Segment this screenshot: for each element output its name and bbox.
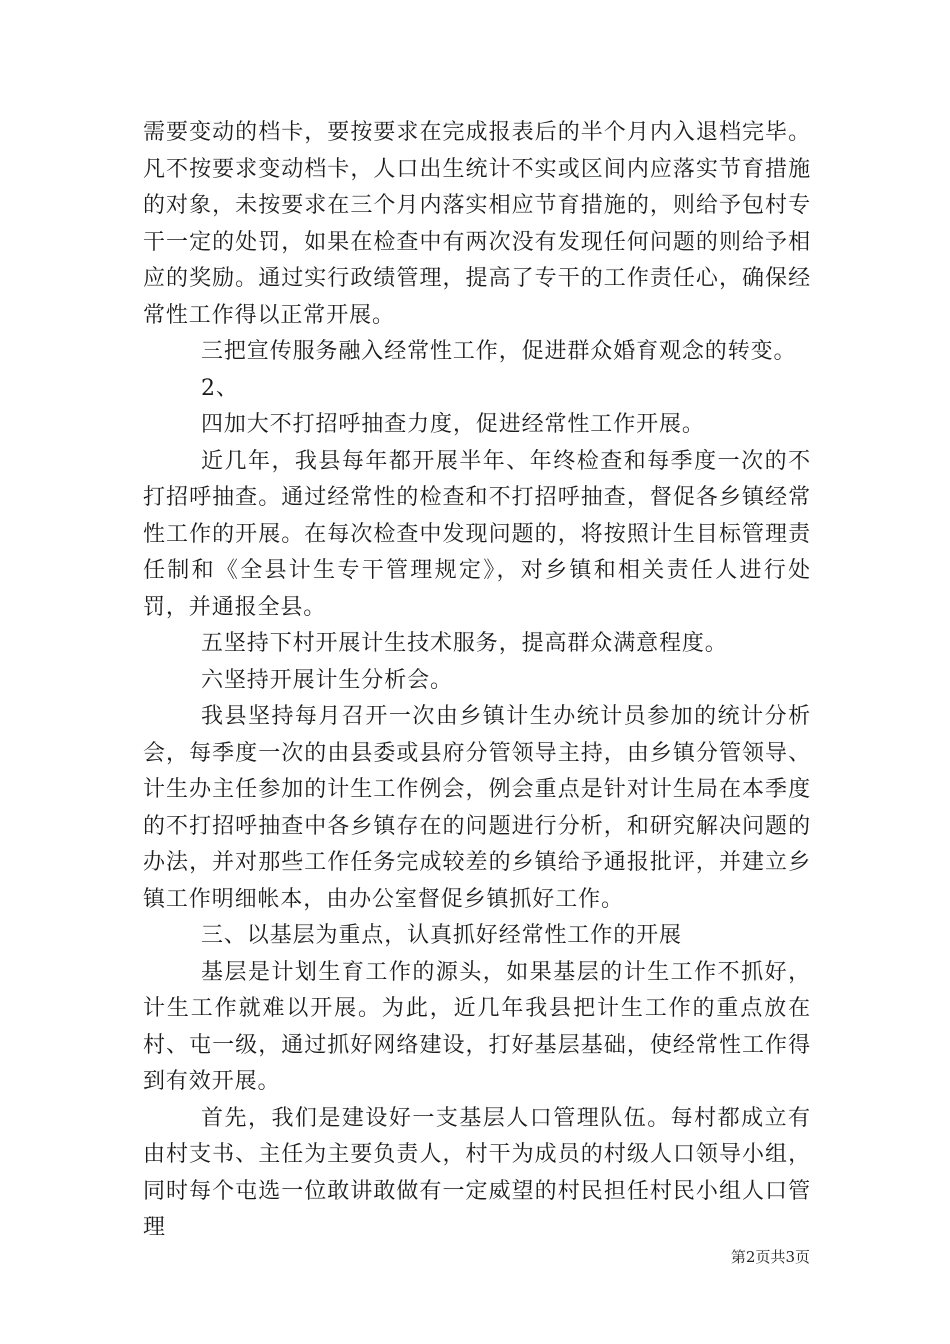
paragraph-heading-technical-service: 五坚持下村开展计生技术服务，提高群众满意程度。 — [201, 631, 728, 656]
paragraph-heading-analysis-meeting: 六坚持开展计生分析会。 — [201, 667, 453, 693]
paragraph-heading-publicity: 三把宣传服务融入经常性工作，促进群众婚育观念的转变。 — [201, 339, 797, 364]
section-heading-grassroots: 三、以基层为重点，认真抓好经常性工作的开展 — [201, 923, 682, 948]
paragraph-team-building: 首先，我们是建设好一支基层人口管理队伍。每村都成立有由村支书、主任为主要负责人，村干为成员的村级人口领导小组，同时每个屯选一位敢讲敢做有一定威望的村民担任村民小组人口管理 — [143, 1105, 811, 1240]
paragraph-continuation: 需要变动的档卡，要按要求在完成报表后的半个月内入退档完毕。凡不按要求变动档卡，人口出生统计不实或区间内应落实节育措施的对象，未按要求在三个月内落实相应节育措施的，则给予包村专干一定的处罚，如果在检查中有两次没有发现任何问题的则给予相应的奖励。通过实行政绩管理，提高了专干的工作责任心，确保经常性工作得以正常开展。 — [143, 120, 811, 328]
paragraph-analysis-body: 我县坚持每月召开一次由乡镇计生办统计员参加的统计分析会，每季度一次的由县委或县府分管领导主持，由乡镇分管领导、计生办主任参加的计生工作例会，例会重点是针对计生局在本季度的不打招呼抽查中各乡镇存在的问题进行分析，和研究解决问题的办法，并对那些工作任务完成较差的乡镇给予通报批评，并建立乡镇工作明细帐本，由办公室督促乡镇抓好工作。 — [143, 704, 811, 912]
paragraph-inspection-body: 近几年，我县每年都开展半年、年终检查和每季度一次的不打招呼抽查。通过经常性的检查和不打招呼抽查，督促各乡镇经常性工作的开展。在每次检查中发现问题的，将按照计生目标管理责任制和《全县计生专干管理规定》，对乡镇和相关责任人进行处罚，并通报全县。 — [143, 448, 811, 620]
paragraph-grassroots-body: 基层是计划生育工作的源头，如果基层的计生工作不抓好，计生工作就难以开展。为此，近几年我县把计生工作的重点放在村、屯一级，通过抓好网络建设，打好基层基础，使经常性工作得到有效开展。 — [143, 959, 811, 1094]
paragraph-number: 2、 — [201, 375, 239, 401]
page-number-footer: 第2页共3页 — [730, 1248, 810, 1266]
paragraph-heading-inspection: 四加大不打招呼抽查力度，促进经常性工作开展。 — [201, 412, 705, 437]
document-body — [143, 115, 811, 1247]
